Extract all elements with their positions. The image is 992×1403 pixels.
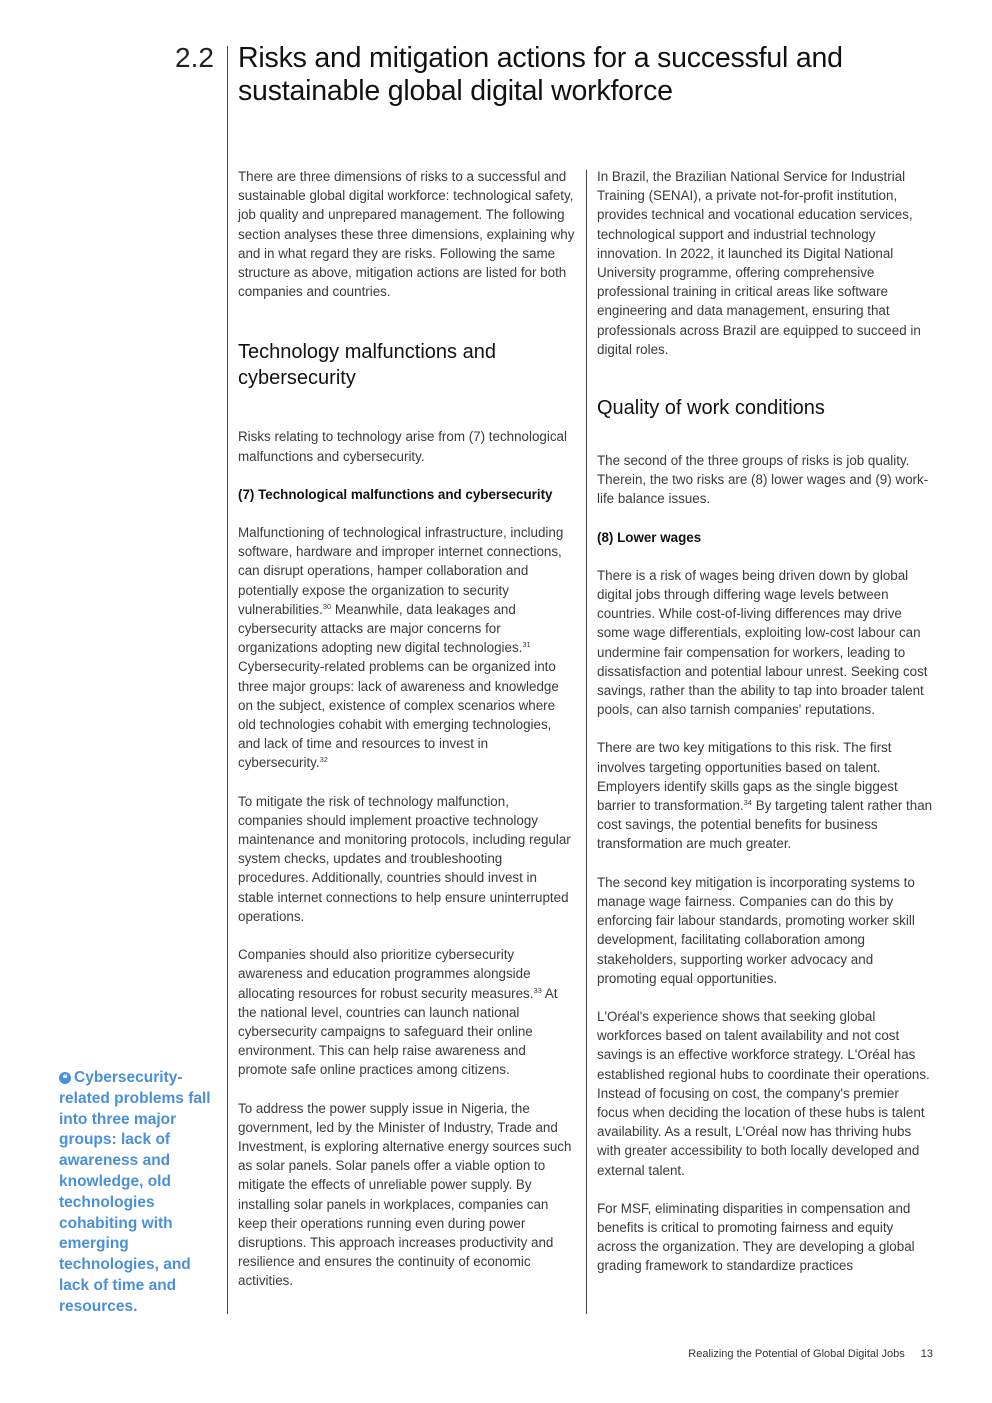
section-number: 2.2 (175, 42, 214, 73)
msf-paragraph: For MSF, eliminating disparities in compensation and benefits is critical to promoting fairness and equity across the organization. They are developing a global grading framework to standardize practices (597, 1200, 915, 1274)
nigeria-paragraph: To address the power supply issue in Nigeria, the government, led by the Minister of Industry, Trade and Investment, is exploring alternative energy sources such as solar panels. Solar panels offer a viable option to mitigate the effects of unreliable power supply. By installing solar panels in workplaces, companies can keep their operations running even during power disruptions. This approach increases productivity and resilience and ensures the continuity of economic activities. (238, 1100, 572, 1289)
right-column (597, 167, 934, 1276)
left-column (238, 167, 575, 1291)
publication-title: Realizing the Potential of Global Digital Jobs (688, 1348, 905, 1360)
mitigations-paragraph: There are two key mitigations to this risk. The first involves targeting opportunities based on talent. Employers identify skills gaps as the single biggest barrier to transformation.$^{34}$ By targeting talent rather than cost savings, the potential benefits for business transformation are much greater. (597, 740, 933, 852)
section-divider (227, 46, 228, 1314)
cybersecurity-paragraph: Companies should also prioritize cybersecurity awareness and education programmes alongside allocating resources for robust security measures.$^{33}$ At the national level, countries can launch national cybersecurity campaigns to safeguard their online environment. This can help raise awareness and promote safe online practices among citizens. (238, 947, 558, 1078)
wages-paragraph: There is a risk of wages being driven down by global digital jobs through differing wage levels between countries. While cost-of-living differences may drive some wage differentials, exploiting low-cost labour can undermine fair compensation for workers, leading to dissatisfaction and potential labour unrest. Seeking cost savings, rather than the ability to tap into broader talent pools, can also tarnish companies' reputations. (597, 567, 928, 718)
mitigation-paragraph: To mitigate the risk of technology malfunction, companies should implement proactive technology maintenance and monitoring protocols, including regular system checks, updates and troubleshooting procedures. Additionally, countries should invest in stable internet connections to help ensure uninterrupted operations. (238, 793, 571, 924)
pull-quote-text: Cybersecurity-related problems fall into three major groups: lack of awareness and knowledge, old technologies cohabiting with emerging technologies, and lack of time and resources. (59, 1069, 211, 1315)
page-number: 13 (920, 1348, 933, 1360)
quality-intro-paragraph: The second of the three groups of risks is job quality. Therein, the two risks are (8) lower wages and (9) work-life balance issues. (597, 453, 929, 507)
footnote-ref: 33 (533, 985, 542, 995)
page-title: Risks and mitigation actions for a successful and sustainable global digital workforce (238, 42, 843, 107)
risks-intro-paragraph: Risks relating to technology arise from (7) technological malfunctions and cybersecurity. (238, 429, 567, 464)
loreal-paragraph: L'Oréal's experience shows that seeking global workforces based on talent availability and not cost savings is an effective workforce strategy. L'Oréal has established regional hubs to coordinate their operations. Instead of focusing on cost, the company's premier focus when deciding the location of these hubs is talent availability. As a result, L'Oréal now has thriving hubs with greater accessibility to both locally developed and external talent. (597, 1008, 930, 1178)
section-heading-technology: Technology malfunctions and cybersecurity (238, 341, 496, 390)
footnote-ref: 32 (319, 755, 328, 765)
brazil-paragraph: In Brazil, the Brazilian National Service for Industrial Training (SENAI), a private not-for-profit institution, provides technical and vocational education services, technological support and industrial technology innovation. In 2022, it launched its Digital National University programme, offering comprehensive professional training in critical areas like software engineering and data management, ensuring that professionals across Brazil are equipped to succeed in digital roles. (597, 169, 921, 357)
footnote-ref: 30 (322, 601, 332, 611)
malfunction-paragraph: Malfunctioning of technological infrastructure, including software, hardware and improper internet connections, can disrupt operations, hamper collaboration and potentially expose the organization to security vulnerabilities.$^{30}$ Meanwhile, data leakages and cybersecurity attacks are major concerns for organizations adopting new digital technologies.$^{31}$ Cybersecurity-related problems can be organized into three major groups: lack of awareness and knowledge on the subject, existence of complex scenarios where old technologies cohabit with emerging technologies, and lack of time and resources to invest in cybersecurity.$^{32}$ (238, 525, 564, 771)
column-divider (586, 170, 587, 1314)
intro-paragraph: There are three dimensions of risks to a successful and sustainable global digital workforce: technological safety, job quality and unprepared management. The following section analyses these three dimensions, explaining why and in what regard they are risks. Following the same structure as above, mitigation actions are listed for both companies and countries. (238, 169, 575, 300)
wage-fairness-paragraph: The second key mitigation is incorporating systems to manage wage fairness. Companies can do this by enforcing fair labour standards, promoting worker skill development, facilitating collaboration among stakeholders, supporting worker advocacy and promoting equal opportunities. (597, 874, 915, 986)
pull-quote (59, 1068, 219, 1318)
page-footer (688, 1347, 933, 1361)
section-heading-quality: Quality of work conditions (597, 397, 825, 420)
subheading-lower-wages: (8) Lower wages (597, 529, 702, 545)
quote-icon: ❝ (59, 1072, 71, 1084)
subheading-technological-malfunctions: (7) Technological malfunctions and cybersecurity (238, 486, 553, 502)
footnote-ref: 34 (743, 798, 752, 808)
footnote-ref: 31 (522, 640, 531, 650)
